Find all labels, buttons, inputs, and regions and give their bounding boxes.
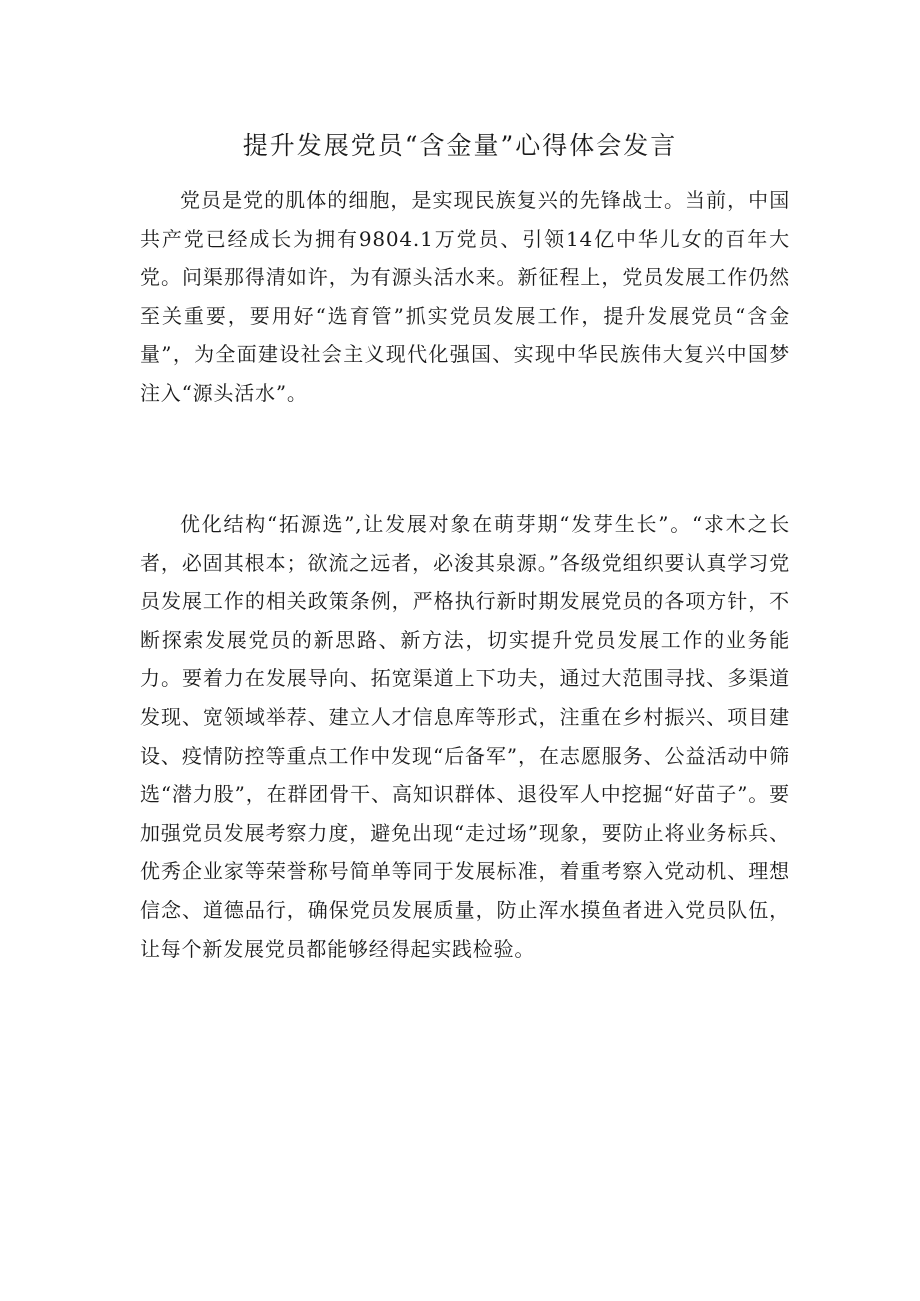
paragraph-2: 优化结构“拓源选”,让发展对象在萌芽期“发芽生长”。“求木之长者，必固其根本；欲流之远者，必浚其泉源。”各级党组织要认真学习党员发展工作的相关政策条例，严格执行新时期发展党员的各项方针，不断探索发展党员的新思路、新方法，切实提升党员发展工作的业务能力。要着力在发展导向、拓宽渠道上下功夫，通过大范围寻找、多渠道发现、宽领域举荐、建立人才信息库等形式，注重在乡村振兴、项目建设、疫情防控等重点工作中发现“后备军”，在志愿服务、公益活动中筛选“潜力股”，在群团骨干、高知识群体、退役军人中挖掘“好苗子”。要加强党员发展考察力度，避免出现“走过场”现象，要防止将业务标兵、优秀企业家等荣誉称号简单等同于发展标准，着重考察入党动机、理想信念、道德品行，确保党员发展质量，防止浑水摸鱼者进入党员队伍，让每个新发展党员都能够经得起实践检验。 — [140, 512, 790, 961]
document-title: 提升发展党员“含金量”心得体会发言 — [242, 131, 678, 160]
paragraph-1: 党员是党的肌体的细胞，是实现民族复兴的先锋战士。当前，中国共产党已经成长为拥有9804.1万党员、引领14亿中华儿女的百年大党。问渠那得清如许，为有源头活水来。新征程上，党员发展工作仍然至关重要，要用好“选育管”抓实党员发展工作，提升发展党员“含金量”，为全面建设社会主义现代化强国、实现中华民族伟大复兴中国梦注入“源头活水”。 — [140, 188, 790, 405]
